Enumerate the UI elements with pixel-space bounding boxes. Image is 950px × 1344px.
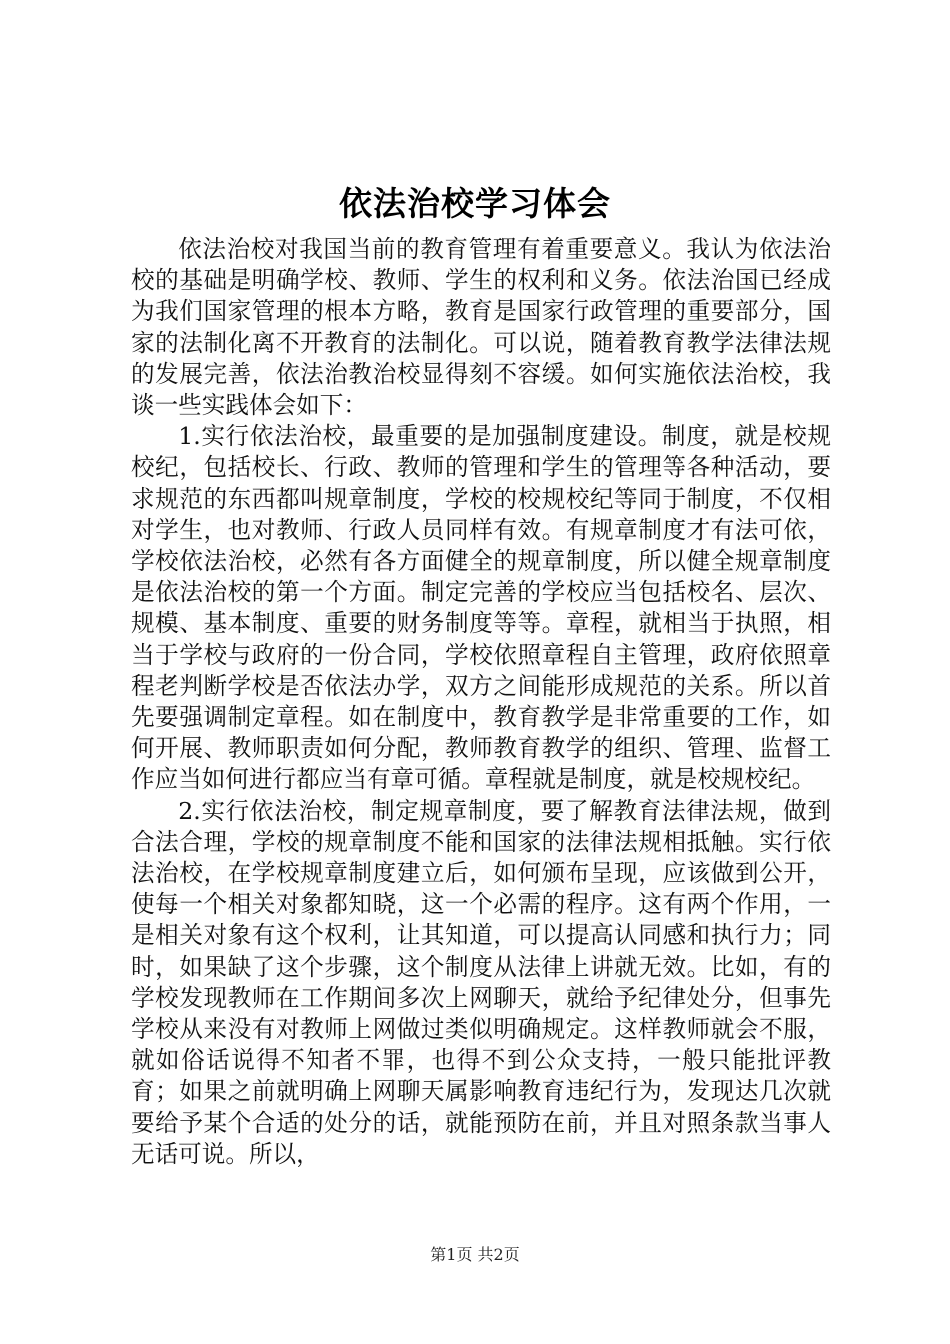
- paragraph-point-1: 1.实行依法治校，最重要的是加强制度建设。制度，就是校规校纪，包括校长、行政、教师的管理和学生的管理等各种活动，要求规范的东西都叫规章制度，学校的校规校纪等同于制度，不仅相对学生，也对教师、行政人员同样有效。有规章制度才有法可依，学校依法治校，必然有各方面健全的规章制度，所以健全规章制度是依法治校的第一个方面。制定完善的学校应当包括校名、层次、规模、基本制度、重要的财务制度等等。章程，就相当于执照，相当于学校与政府的一份合同，学校依照章程自主管理，政府依照章程老判断学校是否依法办学，双方之间能形成规范的关系。所以首先要强调制定章程。如在制度中，教育教学是非常重要的工作，如何开展、教师职责如何分配，教师教育教学的组织、管理、监督工作应当如何进行都应当有章可循。章程就是制度，就是校规校纪。: [131, 422, 831, 794]
- paragraph-intro: 依法治校对我国当前的教育管理有着重要意义。我认为依法治校的基础是明确学校、教师、学生的权利和义务。依法治国已经成为我们国家管理的根本方略，教育是国家行政管理的重要部分，国家的法制化离不开教育的法制化。可以说，随着教育教学法律法规的发展完善，依法治教治校显得刻不容缓。如何实施依法治校，我谈一些实践体会如下：: [131, 235, 831, 420]
- paragraph-point-2: 2.实行依法治校，制定规章制度，要了解教育法律法规，做到合法合理，学校的规章制度不能和国家的法律法规相抵触。实行依法治校，在学校规章制度建立后，如何颁布呈现，应该做到公开，使每一个相关对象都知晓，这一个必需的程序。这有两个作用，一是相关对象有这个权利，让其知道，可以提高认同感和执行力；同时，如果缺了这个步骤，这个制度从法律上讲就无效。比如，有的学校发现教师在工作期间多次上网聊天，就给予纪律处分，但事先学校从来没有对教师上网做过类似明确规定。这样教师就会不服，就如俗话说得不知者不罪，也得不到公众支持，一般只能批评教育；如果之前就明确上网聊天属影响教育违纪行为，发现达几次就要给予某个合适的处分的话，就能预防在前，并且对照条款当事人无话可说。所以，: [131, 796, 831, 1168]
- page-number-footer: 第1页 共2页: [430, 1245, 520, 1264]
- document-title: 依法治校学习体会: [339, 184, 611, 223]
- document-body: [131, 234, 831, 1170]
